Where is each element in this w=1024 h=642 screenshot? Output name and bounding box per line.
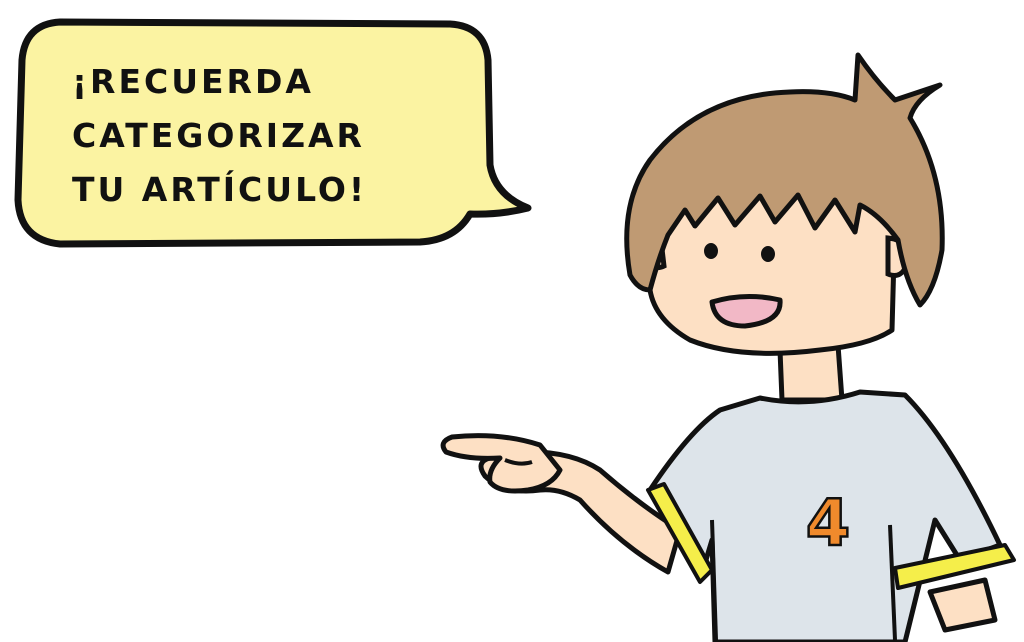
speech-line-2: CATEGORIZAR (72, 116, 365, 155)
pointing-hand (443, 436, 560, 491)
right-arm (930, 580, 995, 630)
right-eye (761, 246, 775, 262)
speech-line-1: ¡RECUERDA (72, 62, 314, 101)
speech-line-3: TU ARTÍCULO! (72, 170, 368, 209)
shirt-number: 4 (805, 487, 851, 561)
mouth (712, 296, 780, 326)
left-eye (704, 243, 718, 259)
